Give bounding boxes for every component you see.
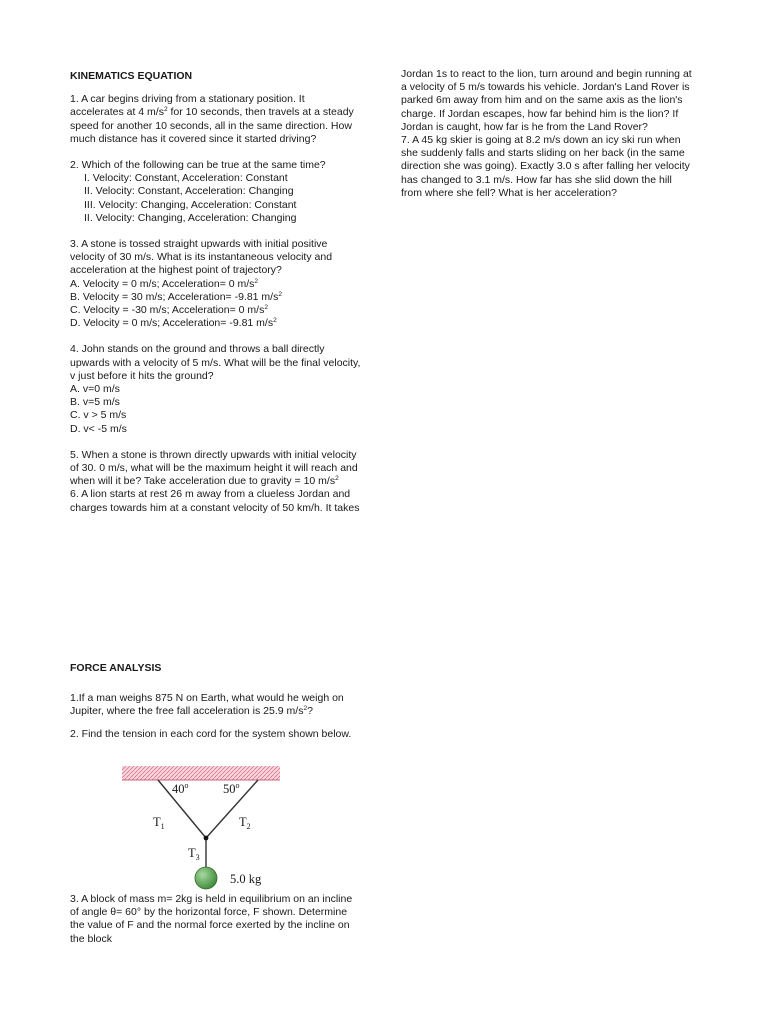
t2-label: $T_2$ bbox=[239, 815, 251, 831]
option: D. v< -5 m/s bbox=[70, 422, 127, 435]
mass-ball bbox=[195, 867, 217, 889]
option: B. Velocity = 30 m/s; Acceleration= -9.81 $m/s^2$ bbox=[70, 290, 282, 303]
force-question-3: 3. A block of mass m= 2kg is held in equilibrium on an incline of angle θ= 60° by the horizontal force, F shown. Determine the value of F and the normal force exerted by the incline on the block bbox=[70, 893, 353, 945]
option: III. Velocity: Changing, Acceleration: Constant bbox=[84, 198, 297, 211]
angle-label-40: 40$^o$ bbox=[172, 781, 189, 796]
force-analysis-section bbox=[70, 662, 370, 754]
question-6-start: 6. A lion starts at rest 26 m away from a clueless Jordan and charges towards him at a constant velocity of 50 km/h. It takes bbox=[70, 488, 360, 514]
option: B. v=5 m/s bbox=[70, 396, 120, 409]
question-7: 7. A 45 kg skier is going at 8.2 m/s down an icy ski run when she suddenly falls and starts sliding on her back (in the same direction she was going). Exactly 3.0 s after falling her velocity has changed to 3.1 m/s. How far has she slid down the hill from where she fell? What is her acceleration? bbox=[401, 134, 690, 199]
force-question-2: 2. Find the tension in each cord for the system shown below. bbox=[70, 727, 352, 740]
force-question-1: 1.If a man weighs 875 N on Earth, what would he weigh on Jupiter, where the free fall acceleration is 25.9 $m/s^2$? bbox=[70, 692, 344, 718]
kinematics-section bbox=[70, 70, 370, 515]
option: II. Velocity: Changing, Acceleration: Changing bbox=[84, 211, 297, 224]
option: C. Velocity = -30 m/s; Acceleration= 0 $m/s^2$ bbox=[70, 304, 268, 317]
option: A. v=0 m/s bbox=[70, 383, 120, 396]
option: A. Velocity = 0 m/s; Acceleration= 0 $m/s^2$ bbox=[70, 277, 259, 290]
question-2: 2. Which of the following can be true at the same time? I. Velocity: Constant, Acceleration: Constant II. Velocity: Constant, Acceleration: Changing III. Velocity: Changing, Acceleration: Constant II. Velocity: Changing, Acceleration: Changing bbox=[70, 159, 370, 225]
knot bbox=[204, 836, 209, 841]
option: II. Velocity: Constant, Acceleration: Changing bbox=[84, 185, 294, 198]
option: I. Velocity: Constant, Acceleration: Constant bbox=[84, 172, 288, 185]
mass-label: 5.0 kg bbox=[230, 872, 262, 886]
question-1: 1. A car begins driving from a stationary position. It accelerates at 4 $m/s^2$ for 10 seconds, then travels at a steady speed for another 10 seconds, all in the same direction. How much distance has it covered since it started driving? bbox=[70, 93, 354, 145]
angle-label-50: 50$^o$ bbox=[223, 781, 240, 796]
option: D. Velocity = 0 m/s; Acceleration= -9.81 $m/s^2$ bbox=[70, 317, 277, 330]
t3-label: $T_3$ bbox=[188, 846, 200, 862]
question-5: 5. When a stone is thrown directly upwards with initial velocity of 30. 0 m/s, what will be the maximum height it will reach and when will it be? Take acceleration due to gravity = 10 $m/s^2$ bbox=[70, 448, 358, 488]
tension-diagram bbox=[118, 762, 284, 894]
question-6-continued: Jordan 1s to react to the lion, turn around and begin running at a velocity of 5 m/s towards his vehicle. Jordan's Land Rover is parked 6m away from him and on the same axis as the lion's charge. If Jordan escapes, how far behind him is the lion? If Jordan is caught, how far is he from the Land Rover? bbox=[401, 68, 692, 133]
t1-label: $T_1$ bbox=[153, 815, 165, 831]
section-heading-force: FORCE ANALYSIS bbox=[70, 662, 162, 674]
ceiling bbox=[122, 766, 280, 780]
option: C. v > 5 m/s bbox=[70, 409, 127, 422]
kinematics-continued bbox=[401, 68, 701, 200]
section-heading-kinematics: KINEMATICS EQUATION bbox=[70, 70, 193, 82]
question-3: 3. A stone is tossed straight upwards with initial positive velocity of 30 m/s. What is its instantaneous velocity and acceleration at the highest point of trajectory? A. Velocity = 0 m/s; Acceleration= 0 $m/s^2$ B. Velocity = 30 m/s; Acceleration= -9.81 $m/s^2$ C. Velocity = -30 m/s; Acceleration= 0 $m/s^2$ D. Velocity = 0 m/s; Acceleration= -9.81 $m/s^2$ bbox=[70, 238, 370, 330]
question-4: 4. John stands on the ground and throws a ball directly upwards with a velocity of 5 m/s. What will be the final velocity, v just before it hits the ground? A. v=0 m/s B. v=5 m/s C. v > 5 m/s D. v< -5 m/s bbox=[70, 343, 370, 435]
